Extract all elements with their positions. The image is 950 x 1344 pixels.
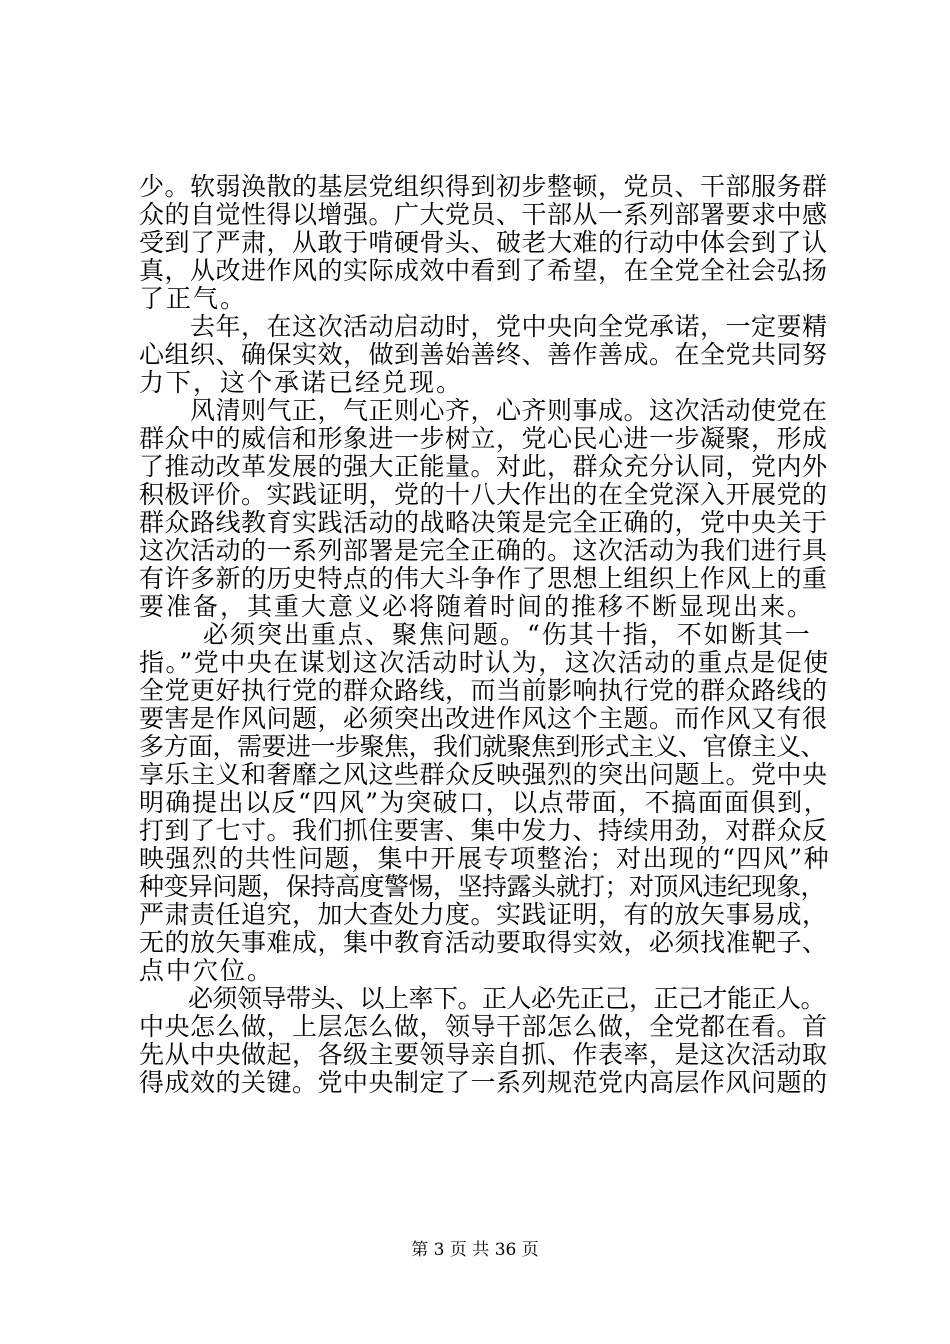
text-line: 少。软弱涣散的基层党组织得到初步整顿，党员、干部服务群 xyxy=(139,172,828,201)
text-line: 先从中央做起，各级主要领导亲自抓、作表率，是这次活动取 xyxy=(139,1040,828,1069)
text-line: 积极评价。实践证明，党的十八大作出的在全党深入开展党的 xyxy=(139,480,828,509)
text-line: 群众中的威信和形象进一步树立，党心民心进一步凝聚，形成 xyxy=(139,424,828,453)
text-line: 全党更好执行党的群众路线，而当前影响执行党的群众路线的 xyxy=(139,676,828,705)
body-text xyxy=(139,173,834,1097)
text-line: 真，从改进作风的实际成效中看到了希望，在全党全社会弘扬 xyxy=(139,256,828,285)
text-line: 群众路线教育实践活动的战略决策是完全正确的，党中央关于 xyxy=(139,508,828,537)
text-line: 了推动改革发展的强大正能量。对此，群众充分认同，党内外 xyxy=(139,452,828,481)
text-line: 得成效的关键。党中央制定了一系列规范党内高层作风问题的 xyxy=(139,1068,828,1097)
page-footer: 第 3 页 共 36 页 xyxy=(411,1240,539,1260)
text-line: 指。”党中央在谋划这次活动时认为，这次活动的重点是促使 xyxy=(139,648,830,677)
text-line: 必须领导带头、以上率下。正人必先正己，正己才能正人。 xyxy=(139,984,826,1013)
text-line: 这次活动的一系列部署是完全正确的。这次活动为我们进行具 xyxy=(139,536,828,565)
text-line: 受到了严肃，从敢于啃硬骨头、破老大难的行动中体会到了认 xyxy=(139,228,828,257)
text-line: 众的自觉性得以增强。广大党员、干部从一系列部署要求中感 xyxy=(139,200,828,229)
text-line: 多方面，需要进一步聚焦，我们就聚焦到形式主义、官僚主义、 xyxy=(139,732,826,761)
text-line: 风清则气正，气正则心齐，心齐则事成。这次活动使党在 xyxy=(139,396,828,425)
text-line: 必须突出重点、聚焦问题。“伤其十指，不如断其一 xyxy=(139,620,812,649)
text-line: 明确提出以反“四风”为突破口，以点带面，不搞面面俱到， xyxy=(139,788,831,817)
text-line: 力下，这个承诺已经兑现。 xyxy=(139,368,464,397)
text-line: 心组织、确保实效，做到善始善终、善作善成。在全党共同努 xyxy=(139,340,828,369)
text-line: 打到了七寸。我们抓住要害、集中发力、持续用劲，对群众反 xyxy=(139,816,828,845)
text-line: 了正气。 xyxy=(139,284,248,313)
text-line: 无的放矢事难成，集中教育活动要取得实效，必须找准靶子、 xyxy=(139,928,828,957)
text-line: 去年，在这次活动启动时，党中央向全党承诺，一定要精 xyxy=(139,312,828,341)
text-line: 严肃责任追究，加大查处力度。实践证明，有的放矢事易成， xyxy=(139,900,828,929)
text-line: 要准备，其重大意义必将随着时间的推移不断显现出来。 xyxy=(139,592,815,621)
text-line: 种变异问题，保持高度警惕，坚持露头就打；对顶风违纪现象， xyxy=(139,872,826,901)
text-line: 有许多新的历史特点的伟大斗争作了思想上组织上作风上的重 xyxy=(139,564,828,593)
text-line: 中央怎么做，上层怎么做，领导干部怎么做，全党都在看。首 xyxy=(139,1012,828,1041)
text-line: 点中穴位。 xyxy=(139,956,275,985)
text-line: 映强烈的共性问题，集中开展专项整治；对出现的“四风”种 xyxy=(139,844,831,873)
text-line: 要害是作风问题，必须突出改进作风这个主题。而作风又有很 xyxy=(139,704,828,733)
text-line: 享乐主义和奢靡之风这些群众反映强烈的突出问题上。党中央 xyxy=(139,760,828,789)
